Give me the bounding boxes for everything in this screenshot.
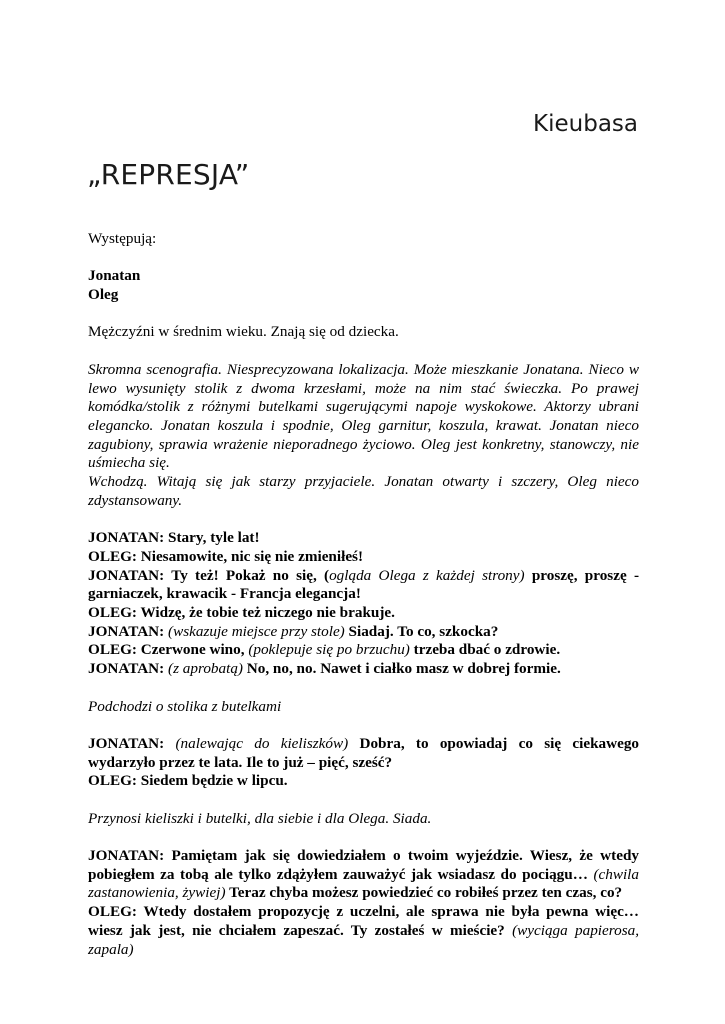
speaker-name: OLEG: (88, 903, 137, 921)
characters-description: Mężczyźni w średnim wieku. Znają się od dziecka. (88, 323, 399, 341)
line-text: Widzę, że tobie też niczego nie brakuje. (140, 604, 395, 621)
line-text: Czerwone wino, (140, 641, 245, 659)
line-text: Dobra, to opowiadaj co się ciekawego wydarzyło przez te lata. Ile to już – pięć, sześć? (88, 734, 640, 771)
stage-direction: Podchodzi o stolika z butelkami (88, 697, 282, 715)
dialogue-line (88, 623, 639, 642)
line-text: Ty też! Pokaż no się, ( (171, 566, 330, 584)
stage-direction: Przynosi kieliszki i butelki, dla siebie i dla Olega. Siada. (88, 809, 432, 827)
dialogue-line (88, 641, 639, 660)
speaker-name: OLEG: (88, 547, 137, 565)
stage-direction: ogląda Olega z każdej strony) (329, 566, 525, 584)
dialogue-line (88, 847, 639, 903)
cast-heading: Występują: (88, 230, 157, 247)
line-text: Niesamowite, nic się nie zmieniłeś! (140, 547, 364, 565)
line-text: Siedem będzie w lipcu. (140, 772, 288, 790)
play-title: „REPRESJA” (87, 158, 250, 191)
speaker-name: OLEG: (88, 604, 137, 621)
cast-member: Oleg (88, 286, 119, 304)
stage-direction: (poklepuje się po brzuchu) (248, 641, 410, 659)
document-body (88, 230, 639, 959)
speaker-name: JONATAN: (88, 660, 165, 678)
dialogue-line (88, 772, 639, 791)
stage-direction: (chwila zastanowienia, żywiej) (88, 865, 639, 902)
dialogue-line (88, 903, 639, 959)
stage-direction: (nalewając do kieliszków) (175, 734, 349, 752)
line-text: Siadaj. To co, szkocka? (348, 622, 499, 640)
line-text: No, no, no. Nawet i ciałko masz w dobrej formie. (246, 660, 561, 678)
line-text: proszę, proszę - garniaczek, krawacik - Francja elegancja! (88, 566, 640, 603)
line-text: Teraz chyba możesz powiedzieć co robiłeś przez ten czas, co? (229, 884, 623, 902)
stage-notes: Wchodzą. Witają się jak starzy przyjaciele. Jonatan otwarty i szczery, Oleg nieco zdystansowany. (88, 473, 639, 509)
dialogue-line (88, 548, 639, 567)
stage-direction: (z aprobatą) (168, 660, 243, 678)
dialogue-line (88, 660, 639, 679)
stage-direction: (wskazuje miejsce przy stole) (168, 622, 345, 640)
line-text: Stary, tyle lat! (168, 529, 260, 547)
speaker-name: OLEG: (88, 641, 137, 659)
dialogue-line (88, 735, 639, 772)
cast-member: Jonatan (88, 267, 141, 285)
speaker-name: JONATAN: (88, 734, 165, 752)
stage-notes: Skromna scenografia. Niesprecyzowana lokalizacja. Może mieszkanie Jonatana. Nieco w lewo wysunięty stolik z dwoma krzesłami, może na nim stać świeczka. Po prawej komódka/stolik z różnymi butelkami sugerującymi napoje wyskokowe. Aktorzy ubrani elegancko. Jonatan koszula i spodnie, Oleg garnitur, koszula, krawat. Jonatan nieco zagubiony, sprawia wrażenie nieporadnego życiowo. Oleg jest konkretny, stanowczy, nie uśmiecha się. (88, 360, 639, 472)
dialogue-line (88, 567, 639, 604)
speaker-name: JONATAN: (88, 566, 165, 584)
speaker-name: JONATAN: (88, 622, 165, 640)
stage-direction: (wyciąga papierosa, zapala) (88, 921, 640, 958)
dialogue-line (88, 604, 639, 623)
line-text: trzeba dbać o zdrowie. (413, 641, 561, 659)
speaker-name: JONATAN: (88, 847, 165, 865)
author-name: Kieubasa (533, 111, 638, 137)
line-text: Wtedy dostałem propozycję z uczelni, ale sprawa nie była pewna więc… wiesz jak jest, nie chciałem zapeszać. Ty zostałeś w mieście? (88, 903, 639, 939)
dialogue-line (88, 529, 639, 548)
speaker-name: OLEG: (88, 772, 137, 790)
speaker-name: JONATAN: (88, 529, 165, 547)
line-text: Pamiętam jak się dowiedziałem o twoim wyjeździe. Wiesz, że wtedy pobiegłem za tobą ale tylko zdążyłem zauważyć jak wsiadasz do pociągu… (88, 847, 639, 883)
